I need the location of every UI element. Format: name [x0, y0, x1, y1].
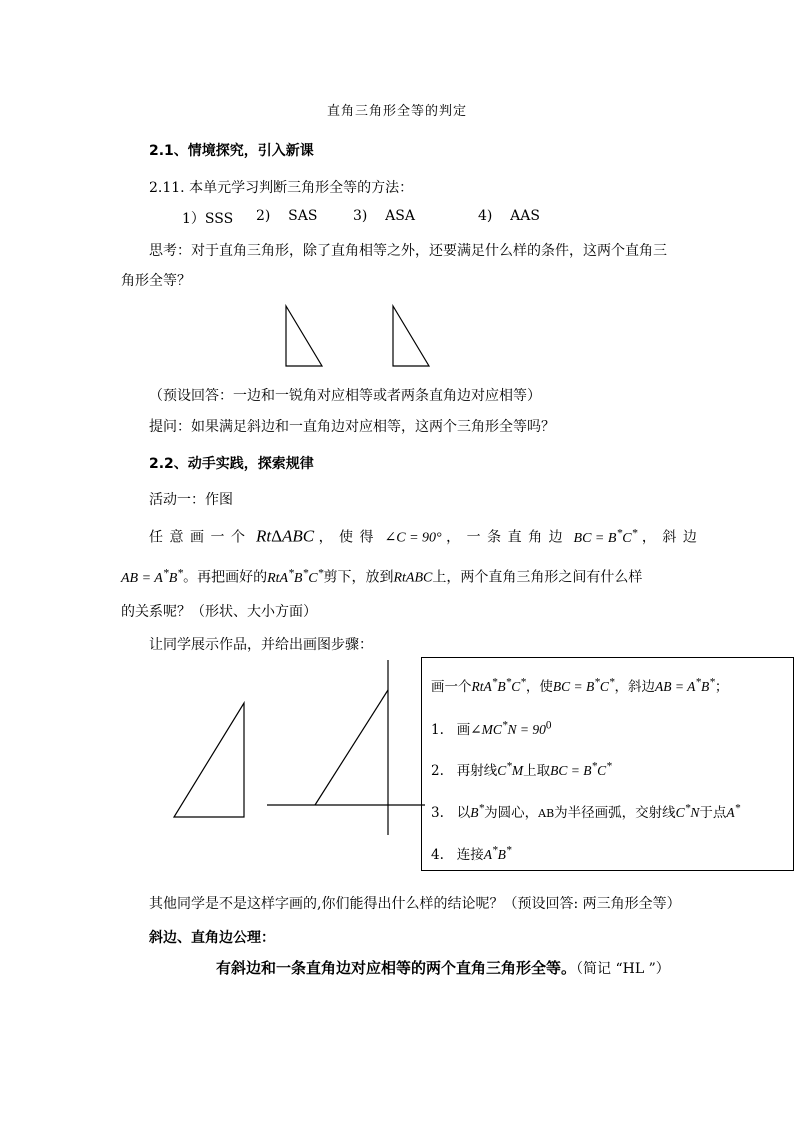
math-angle-mcn: ∠MC*N = $90^0$: [470, 719, 552, 737]
math-ray-cm: C*M: [497, 760, 524, 778]
paragraph-line-3: 的关系呢？（形状、大小方面）: [121, 604, 317, 620]
text-hypotenuse: ，斜边: [641, 529, 704, 546]
math-bc-condition: BC = B*C*: [552, 676, 615, 694]
text-ab-radius: AB: [538, 807, 555, 820]
math-ray-cn: C*N: [675, 802, 700, 820]
method-sas: 2) SAS: [256, 208, 318, 224]
math-rt-abc: RtΔABC: [255, 526, 315, 546]
triangle-figure-1: [280, 300, 330, 370]
math-rt-prime: RtA*B*C*: [471, 676, 526, 694]
step-1: 1. 画∠MC*N = $90^0$: [431, 719, 552, 738]
steps-header: 画一个RtA*B*C*，使BC = B*C*，斜边AB = A*B*；: [431, 676, 729, 695]
math-rt-abc-prime: RtA*B*C*: [267, 566, 324, 586]
paragraph-line-2: [121, 566, 642, 587]
method-aas: 4) AAS: [478, 208, 540, 224]
axiom-label: 斜边、直角边公理：: [149, 930, 275, 946]
math-bc-eq: BC = B*C*: [573, 526, 638, 546]
text-such-that: ，使得: [318, 529, 381, 546]
preset-answer: （预设回答：一边和一锐角对应相等或者两条直角边对应相等）: [149, 388, 541, 404]
axiom-note: （简记 “HL ”）: [576, 961, 670, 977]
text-cut-out: 。再把画好的: [183, 569, 268, 586]
math-rtabc: RtABC: [393, 570, 433, 586]
method-asa: 3) ASA: [353, 208, 415, 224]
activity-label: 活动一：作图: [149, 492, 233, 508]
math-ab-eq: AB = A*B*: [121, 566, 184, 586]
steps-box: [421, 657, 794, 871]
construction-figure: [265, 660, 425, 835]
method-sss: 1）SSS: [182, 211, 234, 227]
step-3: 3. 以B*为圆心，AB为半径画弧，交射线C*N于点A*: [431, 802, 741, 821]
other-students-text: 其他同学是不是这样字画的,你们能得出什么样的结论呢？（预设回答: 两三角形全等）: [149, 896, 681, 912]
axiom-statement: 有斜边和一条直角边对应相等的两个直角三角形全等。: [216, 959, 577, 977]
text-one-leg: ，一条直角边: [446, 529, 570, 546]
triangle-figure-2: [387, 300, 437, 370]
math-b-prime: B*: [470, 802, 485, 820]
axiom-line: [216, 957, 670, 978]
triangle-figure-3: [170, 700, 250, 822]
step-2: 2. 再射线C*M上取BC = B*C*: [431, 760, 612, 779]
math-angle-c: ∠C = 90°: [384, 530, 442, 546]
math-bc-take: BC = B*C*: [550, 760, 612, 778]
question-text: 提问：如果满足斜边和一直角边对应相等，这两个三角形全等吗？: [149, 419, 555, 435]
paragraph-line-1: [149, 526, 703, 547]
math-a-prime: A*: [726, 802, 741, 820]
page-title: 直角三角形全等的判定: [326, 104, 467, 119]
think-line-1: 思考：对于直角三角形，除了直角相等之外，还要满足什么样的条件，这两个直角三: [149, 243, 667, 259]
math-ab-condition: AB = A*B*: [655, 676, 715, 694]
show-steps-text: 让同学展示作品，并给出画图步骤：: [149, 637, 373, 653]
think-line-2: 角形全等？: [121, 273, 191, 289]
text-place-on: 剪下，放到: [323, 569, 394, 586]
intro-text: 2.11. 本单元学习判断三角形全等的方法：: [149, 180, 414, 196]
step-4: 4. 连接A*B*: [431, 844, 512, 863]
section-heading-2-1: 2.1、情境探究，引入新课: [149, 143, 314, 159]
math-ab-prime: A*B*: [483, 844, 512, 862]
text-any-draw: 任意画一个: [149, 529, 252, 546]
text-relationship: 上，两个直角三角形之间有什么样: [432, 569, 643, 586]
section-heading-2-2: 2.2、动手实践，探索规律: [149, 456, 314, 472]
